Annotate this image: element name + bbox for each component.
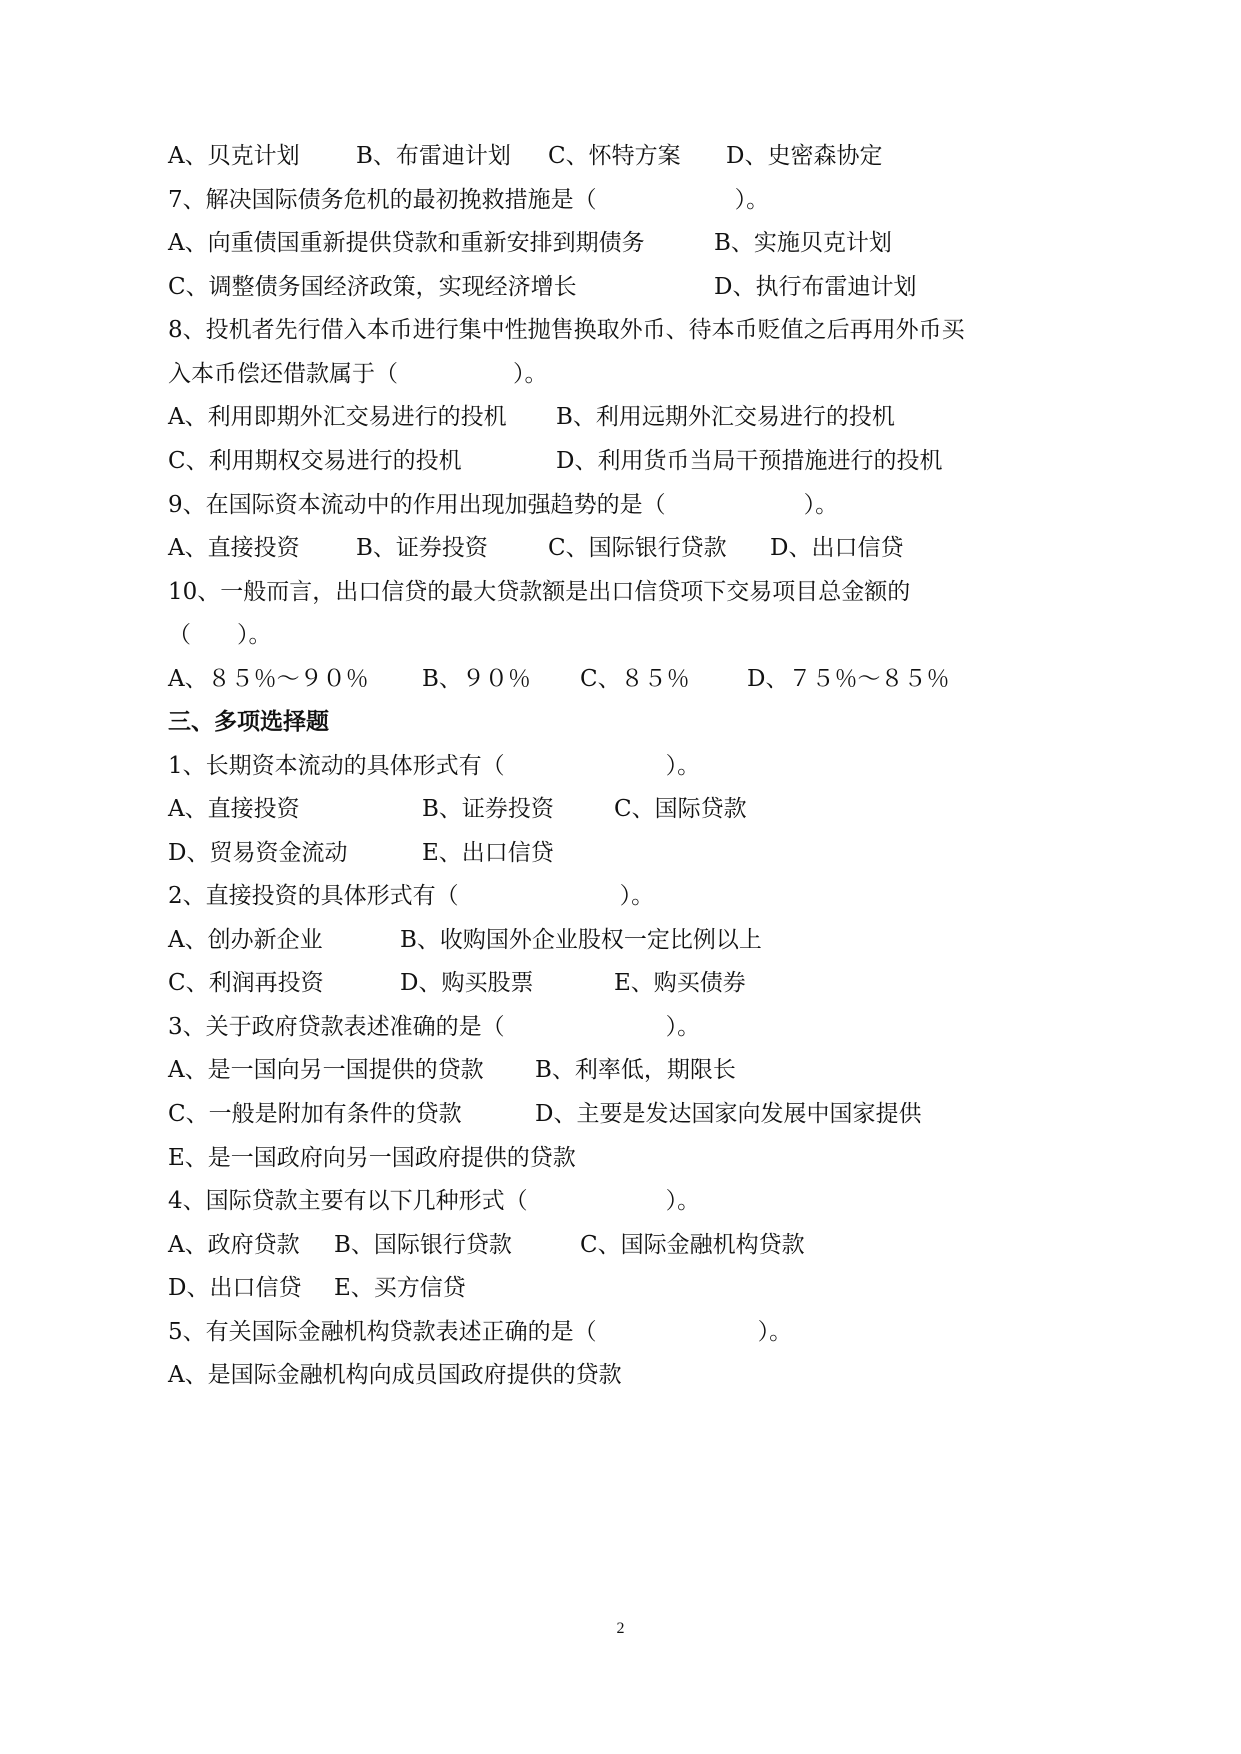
mc-q5-stem-row [0, 1312, 1241, 1352]
q8-option-b: B、利用远期外汇交易进行的投机 [556, 404, 895, 430]
q7-option-b: B、实施贝克计划 [714, 230, 892, 256]
q10-stem-line-1: 10、一般而言，出口信贷的最大贷款额是出口信贷项下交易项目总金额的 [168, 579, 911, 605]
q10-stem-line-2: （ ）。 [168, 622, 272, 648]
q8-option-c: C、利用期权交易进行的投机 [168, 448, 462, 474]
q10-option-c: C、８５％ [580, 666, 690, 692]
q10-stem-row-2 [0, 615, 1241, 655]
mc-q4-option-c: C、国际金融机构贷款 [580, 1232, 805, 1258]
q7-options-row-1 [0, 223, 1241, 263]
q8-option-a: A、利用即期外汇交易进行的投机 [168, 404, 507, 430]
q6-option-c: C、怀特方案 [548, 143, 681, 169]
mc-q3-options-row-3 [0, 1138, 1241, 1178]
mc-q3-option-e: E、是一国政府向另一国政府提供的贷款 [168, 1145, 576, 1171]
mc-q3-options-row-2 [0, 1094, 1241, 1134]
mc-q3-stem-row [0, 1007, 1241, 1047]
q6-option-a: A、贝克计划 [168, 143, 300, 169]
mc-q3-stem: 3、关于政府贷款表述准确的是（ ）。 [168, 1014, 701, 1040]
mc-q3-option-d: D、主要是发达国家向发展中国家提供 [535, 1101, 922, 1127]
q9-option-a: A、直接投资 [168, 535, 300, 561]
mc-q5-options-row-1 [0, 1355, 1241, 1395]
mc-q3-option-a: A、是一国向另一国提供的贷款 [168, 1057, 484, 1083]
mc-q4-stem-row [0, 1181, 1241, 1221]
q8-stem-row-2 [0, 354, 1241, 394]
q10-option-a: A、８５％～９０％ [168, 666, 369, 692]
mc-q5-option-a: A、是国际金融机构向成员国政府提供的贷款 [168, 1362, 622, 1388]
mc-q2-option-e: E、购买债券 [614, 970, 746, 996]
mc-q2-stem: 2、直接投资的具体形式有（ ）。 [168, 883, 655, 909]
mc-q3-option-c: C、一般是附加有条件的贷款 [168, 1101, 462, 1127]
mc-q3-options-row-1 [0, 1050, 1241, 1090]
q9-stem: 9、在国际资本流动中的作用出现加强趋势的是（ ）。 [168, 492, 839, 518]
q8-stem-line-1: 8、投机者先行借入本币进行集中性抛售换取外币、待本币贬值之后再用外币买 [168, 317, 965, 343]
mc-q4-option-d: D、出口信贷 [168, 1275, 302, 1301]
mc-q1-option-a: A、直接投资 [168, 796, 300, 822]
mc-q4-option-a: A、政府贷款 [168, 1232, 300, 1258]
q9-option-b: B、证券投资 [356, 535, 488, 561]
mc-q2-options-row-1 [0, 920, 1241, 960]
mc-q2-options-row-2 [0, 963, 1241, 1003]
q10-options-row [0, 659, 1241, 699]
q10-option-b: B、９０％ [422, 666, 531, 692]
q8-stem-row-1 [0, 310, 1241, 350]
q9-stem-row [0, 485, 1241, 525]
mc-q4-option-b: B、国际银行贷款 [334, 1232, 512, 1258]
mc-q2-option-a: A、创办新企业 [168, 927, 323, 953]
q8-stem-line-2: 入本币偿还借款属于（ ）。 [168, 361, 548, 387]
mc-q4-options-row-1 [0, 1225, 1241, 1265]
q10-option-d: D、７５％～８５％ [747, 666, 950, 692]
mc-q1-option-d: D、贸易资金流动 [168, 840, 348, 866]
mc-q1-stem-row [0, 746, 1241, 786]
mc-q2-option-b: B、收购国外企业股权一定比例以上 [400, 927, 762, 953]
q9-options-row [0, 528, 1241, 568]
mc-q1-options-row-1 [0, 789, 1241, 829]
mc-q4-stem: 4、国际贷款主要有以下几种形式（ ）。 [168, 1188, 701, 1214]
mc-q1-options-row-2 [0, 833, 1241, 873]
section-heading-row [0, 702, 1241, 742]
mc-q5-stem: 5、有关国际金融机构贷款表述正确的是（ ）。 [168, 1319, 793, 1345]
q7-stem: 7、解决国际债务危机的最初挽救措施是（ ）。 [168, 187, 770, 213]
q7-option-d: D、执行布雷迪计划 [714, 274, 917, 300]
q7-stem-row [0, 180, 1241, 220]
page-number: 2 [616, 1620, 625, 1637]
mc-q4-option-e: E、买方信贷 [334, 1275, 466, 1301]
q8-options-row-1 [0, 397, 1241, 437]
mc-q1-option-b: B、证券投资 [422, 796, 554, 822]
q7-option-a: A、向重债国重新提供贷款和重新安排到期债务 [168, 230, 645, 256]
q10-stem-row-1 [0, 572, 1241, 612]
mc-q2-option-c: C、利润再投资 [168, 970, 324, 996]
mc-q2-stem-row [0, 876, 1241, 916]
mc-q1-stem: 1、长期资本流动的具体形式有（ ）。 [168, 753, 701, 779]
q9-option-d: D、出口信贷 [770, 535, 904, 561]
mc-q2-option-d: D、购买股票 [400, 970, 534, 996]
q6-options-row [0, 136, 1241, 176]
q8-options-row-2 [0, 441, 1241, 481]
mc-q3-option-b: B、利率低，期限长 [535, 1057, 736, 1083]
q9-option-c: C、国际银行贷款 [548, 535, 727, 561]
q6-option-d: D、史密森协定 [726, 143, 883, 169]
mc-q1-option-c: C、国际贷款 [614, 796, 747, 822]
mc-q1-option-e: E、出口信贷 [422, 840, 554, 866]
q7-options-row-2 [0, 267, 1241, 307]
q8-option-d: D、利用货币当局干预措施进行的投机 [556, 448, 943, 474]
mc-q4-options-row-2 [0, 1268, 1241, 1308]
q7-option-c: C、调整债务国经济政策，实现经济增长 [168, 274, 577, 300]
section-heading: 三、多项选择题 [168, 709, 329, 735]
q6-option-b: B、布雷迪计划 [356, 143, 511, 169]
